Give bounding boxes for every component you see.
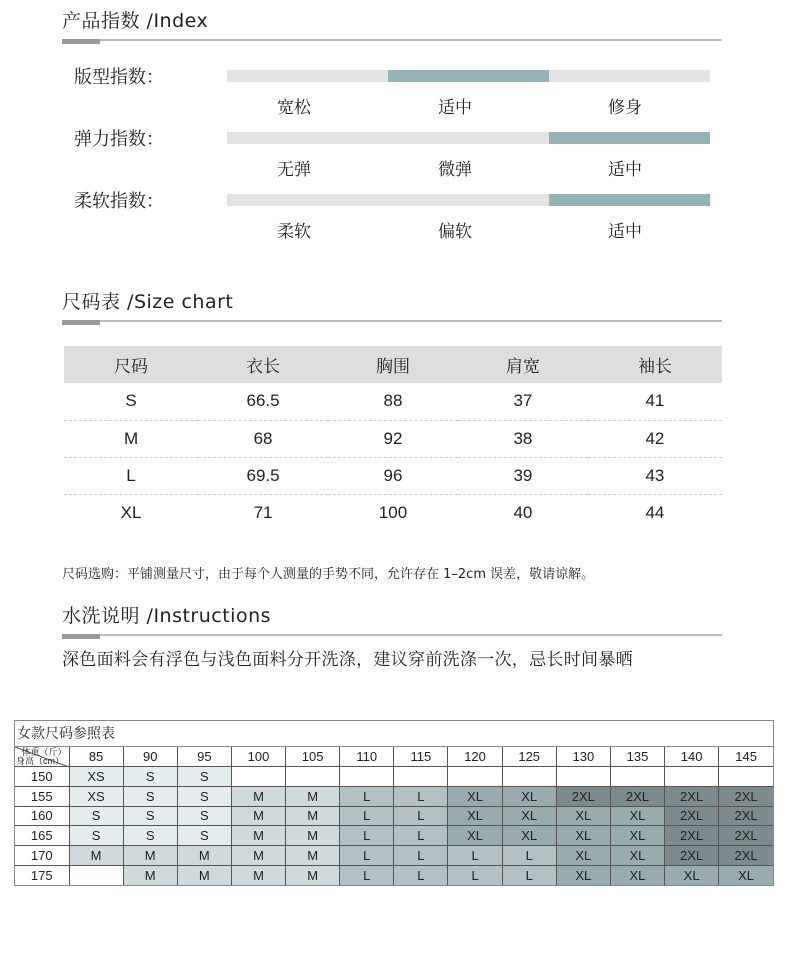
size-reference-cell [231,767,285,787]
weight-header-cell: 95 [177,747,231,767]
weight-header-cell: 135 [610,747,664,767]
index-option: 柔软 [277,222,311,242]
index-option: 适中 [438,98,472,118]
size-reference-cell: XL [610,826,664,846]
table-row [15,845,773,865]
weight-header-cell: 105 [286,747,340,767]
size-reference-cell: S [177,806,231,826]
size-cell: 40 [513,502,533,522]
size-cell: 66.5 [198,383,328,420]
corner-height-label: 身高（cm） [16,756,64,767]
size-reference-chart [14,720,774,886]
index-option: 适中 [608,160,642,180]
index-option: 无弹 [277,160,311,180]
index-option: 修身 [608,98,642,118]
size-reference-cell [69,865,123,885]
size-cell: S [64,383,198,420]
size-reference-cell: S [69,806,123,826]
size-reference-cell: L [394,806,448,826]
size-header-cell: 胸围 [328,346,458,383]
size-cell: 42 [588,420,722,457]
index-bar [227,132,710,144]
size-reference-cell: XL [556,865,610,885]
size-reference-cell: 2XL [665,826,719,846]
size-section-title: 尺码表 /Size chart [62,291,234,313]
table-row [15,865,773,885]
size-cell: 88 [328,383,458,420]
size-cell: 39 [458,457,588,494]
size-cell: 41 [588,383,722,420]
size-reference-cell: S [177,826,231,846]
size-reference-cell: M [123,865,177,885]
size-cell: 44 [645,502,665,522]
size-reference-cell: 2XL [665,845,719,865]
table-row [64,494,722,531]
reference-header-row [15,747,773,767]
index-option: 偏软 [438,222,472,242]
size-reference-cell: M [286,806,340,826]
weight-header-cell: 85 [69,747,123,767]
size-reference-cell: L [448,865,502,885]
size-reference-cell [502,767,556,787]
index-label: 弹力指数： [74,129,164,150]
size-header-cell: 肩宽 [458,346,588,383]
size-reference-cell: XL [448,806,502,826]
size-reference-cell: L [394,865,448,885]
table-row [15,767,773,787]
wash-section-title: 水洗说明 /Instructions [62,605,272,627]
size-reference-cell: M [177,865,231,885]
weight-header-cell: 120 [448,747,502,767]
size-reference-cell: 2XL [610,786,664,806]
reference-table [15,747,773,885]
size-reference-cell: XL [719,865,773,885]
size-cell: XL [120,502,142,522]
size-reference-cell: XL [448,826,502,846]
table-row [15,826,773,846]
wash-section-divider [62,634,722,636]
size-reference-cell: XL [502,826,556,846]
size-reference-cell: XL [665,865,719,885]
size-reference-cell: L [394,826,448,846]
index-bar [227,70,710,82]
size-reference-cell: 2XL [719,786,773,806]
size-reference-cell: L [340,806,394,826]
size-reference-cell: XL [502,786,556,806]
reference-title: 女款尺码参照表 [15,721,773,747]
size-reference-cell: S [123,806,177,826]
table-row [64,383,722,420]
size-reference-cell: 2XL [719,826,773,846]
weight-header-cell: 110 [340,747,394,767]
size-header-cell: 衣长 [198,346,328,383]
index-section-title: 产品指数 /Index [62,10,209,32]
size-reference-cell: 2XL [719,806,773,826]
size-reference-cell: S [123,786,177,806]
index-bar [227,194,710,206]
size-cell: 100 [378,502,408,522]
size-reference-cell: 2XL [665,786,719,806]
size-reference-cell: M [231,806,285,826]
size-reference-cell: L [394,786,448,806]
weight-header-cell: 145 [719,747,773,767]
weight-header-cell: 125 [502,747,556,767]
size-reference-cell: M [286,786,340,806]
weight-header-cell: 130 [556,747,610,767]
size-reference-cell [719,767,773,787]
size-cell: M [64,420,198,457]
index-label: 版型指数： [74,67,164,88]
size-reference-cell: M [231,786,285,806]
size-cell: 71 [253,502,273,522]
size-reference-cell: XL [502,806,556,826]
size-reference-cell: S [123,826,177,846]
size-reference-cell: M [231,865,285,885]
size-reference-cell: M [231,826,285,846]
size-cell: 43 [588,457,722,494]
table-row [64,457,722,494]
corner-weight-label: 体重（斤） [21,747,67,757]
size-reference-cell: XL [556,806,610,826]
wash-instructions-text: 深色面料会有浮色与浅色面料分开洗涤，建议穿前洗涤一次，忌长时间暴晒 [62,650,633,670]
size-note: 尺码选购：平铺测量尺寸，由于每个人测量的手势不同，允许存在 1–2cm 误差，敬请谅解。 [62,567,595,582]
reference-corner-cell [15,747,69,767]
size-reference-cell: L [340,786,394,806]
size-reference-cell: L [502,845,556,865]
size-chart-header-row [64,346,722,383]
index-section-divider [62,39,722,41]
size-reference-cell: XL [610,865,664,885]
size-reference-cell: L [394,845,448,865]
size-reference-cell: XS [69,767,123,787]
size-reference-cell: M [123,845,177,865]
size-chart-table [64,346,722,531]
size-reference-cell: M [286,845,340,865]
size-reference-cell: M [231,845,285,865]
size-reference-cell: M [286,865,340,885]
index-option: 适中 [608,222,642,242]
index-bar-indicator [549,194,710,206]
size-section-divider [62,320,722,322]
size-cell: 92 [328,420,458,457]
size-reference-cell: L [502,865,556,885]
size-reference-cell: L [340,865,394,885]
table-row [15,806,773,826]
weight-header-cell: 115 [394,747,448,767]
size-reference-cell: S [177,786,231,806]
size-reference-cell: S [123,767,177,787]
size-reference-cell: L [448,845,502,865]
size-reference-cell [394,767,448,787]
size-reference-cell [556,767,610,787]
height-cell: 160 [15,806,69,826]
size-reference-cell [610,767,664,787]
index-option: 宽松 [277,98,311,118]
size-reference-cell [665,767,719,787]
index-label: 柔软指数： [74,191,164,212]
size-reference-cell [286,767,340,787]
size-reference-cell: M [286,826,340,846]
size-header-cell: 袖长 [588,346,722,383]
size-reference-cell: XL [556,845,610,865]
table-row [64,420,722,457]
table-row [15,786,773,806]
height-cell: 175 [15,865,69,885]
size-reference-cell: L [340,826,394,846]
index-bar-indicator [549,132,710,144]
index-option: 微弹 [438,160,472,180]
size-reference-cell: XL [610,845,664,865]
size-reference-cell: XL [556,826,610,846]
size-reference-cell: S [69,826,123,846]
weight-header-cell: 90 [123,747,177,767]
size-cell: 96 [328,457,458,494]
size-cell: L [64,457,198,494]
weight-header-cell: 100 [231,747,285,767]
size-reference-cell: S [177,767,231,787]
size-reference-cell: M [69,845,123,865]
weight-header-cell: 140 [665,747,719,767]
size-reference-cell: 2XL [665,806,719,826]
size-cell: 37 [458,383,588,420]
index-bar-indicator [388,70,549,82]
size-cell: 38 [458,420,588,457]
size-reference-cell: 2XL [719,845,773,865]
size-reference-cell: L [340,845,394,865]
size-reference-cell: 2XL [556,786,610,806]
size-reference-cell: XS [69,786,123,806]
size-cell: 68 [198,420,328,457]
size-reference-cell [448,767,502,787]
size-reference-cell: M [177,845,231,865]
size-header-cell: 尺码 [64,346,198,383]
height-cell: 155 [15,786,69,806]
size-reference-cell [340,767,394,787]
height-cell: 170 [15,845,69,865]
height-cell: 150 [15,767,69,787]
size-reference-cell: XL [610,806,664,826]
height-cell: 165 [15,826,69,846]
size-reference-cell: XL [448,786,502,806]
size-cell: 69.5 [198,457,328,494]
